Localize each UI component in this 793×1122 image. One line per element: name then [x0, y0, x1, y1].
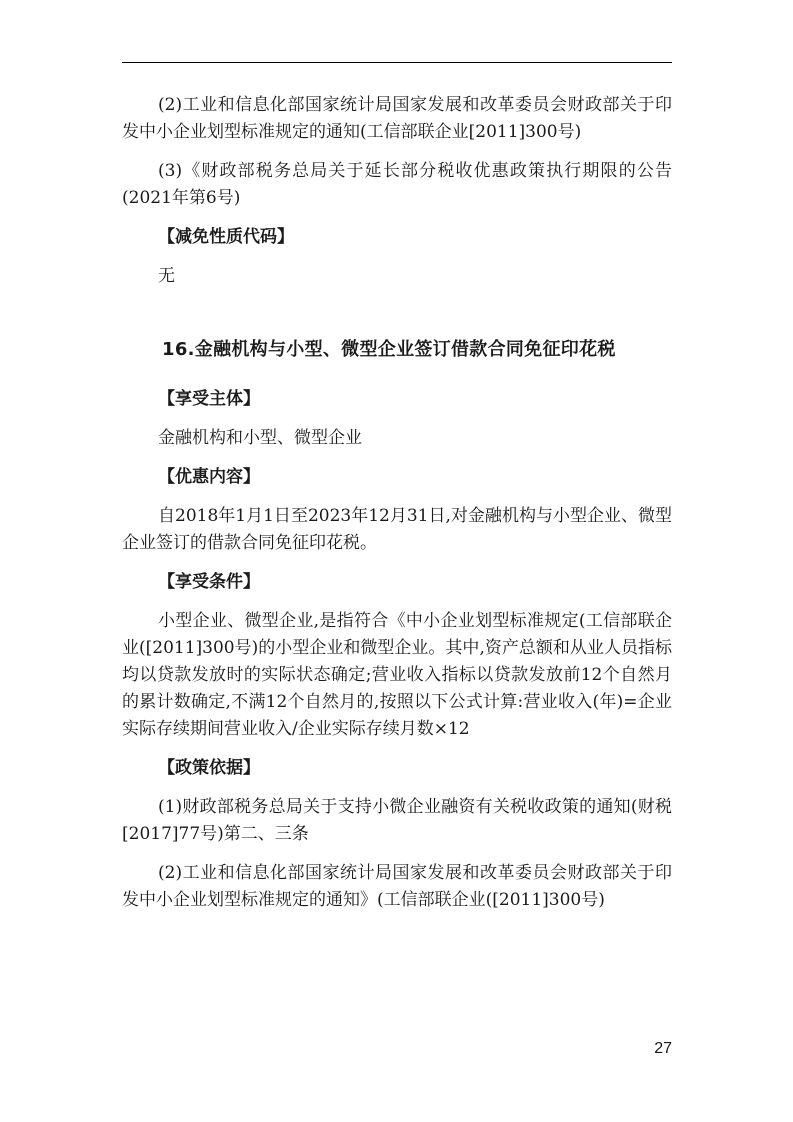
- heading-reduction-code: 【减免性质代码】: [158, 227, 294, 247]
- document-body: [122, 92, 672, 926]
- heading-basis: 【政策依据】: [158, 758, 260, 778]
- header-rule: [122, 62, 672, 63]
- content-text: 自2018年1月1日至2023年12月31日,对金融机构与小型企业、微型企业签订的借款合同免征印花税。: [122, 506, 672, 553]
- subject-text: 金融机构和小型、微型企业: [158, 428, 362, 448]
- policy-basis-item: (2)工业和信息化部国家统计局国家发展和改革委员会财政部关于印发中小企业划型标准规定的通知(工信部联企业[2011]300号): [122, 95, 672, 142]
- conditions-text: 小型企业、微型企业,是指符合《中小企业划型标准规定(工信部联企业([2011]300号)的小型企业和微型企业。其中,资产总额和从业人员指标均以贷款发放时的实际状态确定;营业收入指标以贷款发放前12个自然月的累计数确定,不满12个自然月的,按照以下公式计算:营业收入(年)=企业实际存续期间营业收入/企业实际存续月数×12: [122, 611, 672, 739]
- section-title: 16.金融机构与小型、微型企业签订借款合同免征印花税: [162, 339, 616, 360]
- policy-basis-item: (3)《财政部税务总局关于延长部分税收优惠政策执行期限的公告(2021年第6号): [122, 161, 672, 208]
- heading-conditions: 【享受条件】: [158, 572, 260, 592]
- reduction-code-value: 无: [158, 266, 175, 286]
- heading-subject: 【享受主体】: [158, 389, 260, 409]
- basis-item: (2)工业和信息化部国家统计局国家发展和改革委员会财政部关于印发中小企业划型标准规定的通知》(工信部联企业([2011]300号): [122, 863, 672, 910]
- page-number: 27: [654, 1040, 672, 1057]
- basis-item: (1)财政部税务总局关于支持小微企业融资有关税收政策的通知(财税[2017]77号)第二、三条: [122, 797, 672, 844]
- heading-content: 【优惠内容】: [158, 467, 260, 487]
